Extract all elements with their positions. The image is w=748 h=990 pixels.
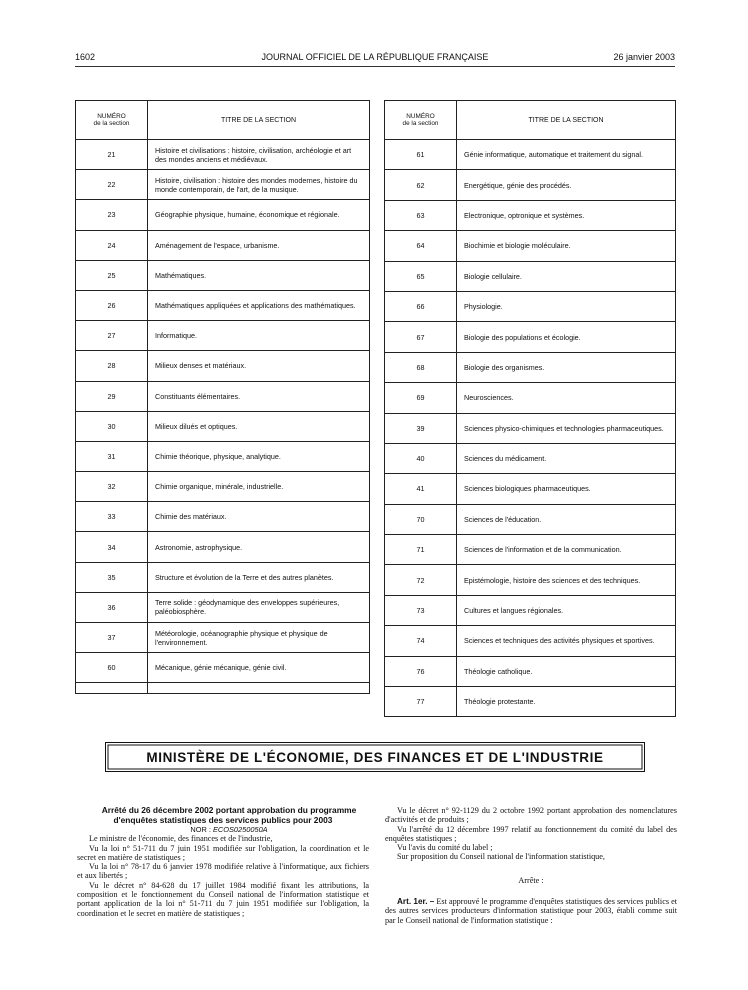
- section-number: 67: [385, 322, 457, 352]
- section-number: 41: [385, 474, 457, 504]
- table-row: [385, 656, 676, 686]
- section-title: Energétique, génie des procédés.: [457, 170, 676, 200]
- section-title: Chimie des matériaux.: [148, 502, 370, 532]
- section-number: 23: [76, 200, 148, 230]
- section-title: Sciences biologiques pharmaceutiques.: [457, 474, 676, 504]
- table-row: [385, 322, 676, 352]
- table-row: [76, 230, 370, 260]
- section-number: 29: [76, 381, 148, 411]
- table-row: [385, 443, 676, 473]
- section-number: 65: [385, 261, 457, 291]
- table-row: [76, 623, 370, 653]
- table-row: [76, 441, 370, 471]
- paragraph: Vu le décret n° 84-628 du 17 juillet 1984 modifié fixant les attributions, la composition et le fonctionnement du Conseil national de l'information statistique et portant application de la loi n° 51-711 du 7 juin 1951 modifiée sur l'obligation, la coordination et le secret en matière de statistiques ;: [77, 880, 369, 918]
- table-row: [385, 231, 676, 261]
- section-number: 33: [76, 502, 148, 532]
- article-1: [385, 897, 677, 925]
- section-number: 70: [385, 504, 457, 534]
- page-header: [75, 52, 675, 66]
- section-title: Milieux dilués et optiques.: [148, 411, 370, 441]
- table-row: [76, 411, 370, 441]
- numero-header-line1: NUMÉRO: [406, 113, 435, 120]
- section-number: 74: [385, 626, 457, 656]
- arrete-word: Arrête :: [518, 875, 544, 885]
- table-row: [385, 140, 676, 170]
- section-title: Aménagement de l'espace, urbanisme.: [148, 230, 370, 260]
- paragraph: Vu la loi n° 51-711 du 7 juin 1951 modifiée sur l'obligation, la coordination et le secret en matière de statistiques ;: [77, 843, 369, 862]
- table-row: [76, 653, 370, 683]
- section-title: Sciences physico-chimiques et technologies pharmaceutiques.: [457, 413, 676, 443]
- table-row: [76, 290, 370, 320]
- section-title: Chimie organique, minérale, industrielle.: [148, 472, 370, 502]
- section-title: Electronique, optronique et systèmes.: [457, 200, 676, 230]
- table-row: [385, 504, 676, 534]
- section-title: Biologie cellulaire.: [457, 261, 676, 291]
- section-title: Sciences de l'éducation.: [457, 504, 676, 534]
- section-title: Histoire, civilisation : histoire des mondes modernes, histoire du monde contemporain, de l'art, de la musique.: [148, 170, 370, 200]
- table-row: [76, 532, 370, 562]
- journal-title: JOURNAL OFFICIEL DE LA RÉPUBLIQUE FRANÇAISE: [261, 52, 489, 62]
- section-number: 36: [76, 592, 148, 622]
- nor-label: NOR :: [190, 825, 211, 834]
- paragraph: Vu le décret n° 92-1129 du 2 octobre 1992 portant approbation des nomenclatures d'activités et de produits ;: [385, 806, 677, 825]
- section-number: 28: [76, 351, 148, 381]
- table-row: [385, 595, 676, 625]
- section-number: 63: [385, 200, 457, 230]
- section-number: 27: [76, 321, 148, 351]
- section-title: Sciences et techniques des activités physiques et sportives.: [457, 626, 676, 656]
- section-number: 24: [76, 230, 148, 260]
- section-title: Théologie catholique.: [457, 656, 676, 686]
- table-row: [76, 592, 370, 622]
- section-number: 66: [385, 291, 457, 321]
- table-row: [76, 200, 370, 230]
- paragraph: Vu l'avis du comité du label ;: [397, 843, 493, 853]
- table-end-padding: [76, 683, 370, 694]
- section-title: Météorologie, océanographie physique et physique de l'environnement.: [148, 623, 370, 653]
- ministry-banner: [105, 742, 645, 772]
- header-rule: [75, 66, 675, 67]
- sections-table-right: [384, 100, 676, 717]
- section-number: 76: [385, 656, 457, 686]
- section-title: Théologie protestante.: [457, 687, 676, 717]
- ministry-title: MINISTÈRE DE L'ÉCONOMIE, DES FINANCES ET DE L'INDUSTRIE: [146, 749, 604, 765]
- section-number: 25: [76, 260, 148, 290]
- section-title: Histoire et civilisations : histoire, civilisation, archéologie et art des mondes anciens et médiévaux.: [148, 140, 370, 170]
- nor-reference: [77, 825, 369, 834]
- numero-column-header: [76, 101, 148, 140]
- pad-cell: [148, 683, 370, 694]
- section-number: 71: [385, 535, 457, 565]
- table-row: [76, 321, 370, 351]
- section-title: Géographie physique, humaine, économique et régionale.: [148, 200, 370, 230]
- table-row: [76, 170, 370, 200]
- table-row: [385, 170, 676, 200]
- table-row: [76, 140, 370, 170]
- table-row: [76, 351, 370, 381]
- table-row: [385, 474, 676, 504]
- section-number: 64: [385, 231, 457, 261]
- section-number: 37: [76, 623, 148, 653]
- sections-table-left: [75, 100, 370, 694]
- paragraph: Le ministre de l'économie, des finances et de l'industrie,: [89, 834, 273, 844]
- section-number: 35: [76, 562, 148, 592]
- section-number: 73: [385, 595, 457, 625]
- table-row: [385, 535, 676, 565]
- table-row: [385, 200, 676, 230]
- section-title: Terre solide : géodynamique des enveloppes supérieures, paléobiosphère.: [148, 592, 370, 622]
- table-row: [385, 291, 676, 321]
- section-title: Biologie des populations et écologie.: [457, 322, 676, 352]
- section-number: 60: [76, 653, 148, 683]
- section-title: Sciences de l'information et de la communication.: [457, 535, 676, 565]
- titre-column-header: TITRE DE LA SECTION: [457, 101, 676, 140]
- section-title: Epistémologie, histoire des sciences et des techniques.: [457, 565, 676, 595]
- section-title: Génie informatique, automatique et traitement du signal.: [457, 140, 676, 170]
- section-number: 39: [385, 413, 457, 443]
- section-number: 34: [76, 532, 148, 562]
- section-number: 62: [385, 170, 457, 200]
- table-row: [385, 687, 676, 717]
- section-title: Mathématiques appliquées et applications des mathématiques.: [148, 290, 370, 320]
- section-title: Physiologie.: [457, 291, 676, 321]
- section-title: Mécanique, génie mécanique, génie civil.: [148, 653, 370, 683]
- table-row: [385, 626, 676, 656]
- table-row: [385, 413, 676, 443]
- section-number: 30: [76, 411, 148, 441]
- section-number: 77: [385, 687, 457, 717]
- section-title: Biologie des organismes.: [457, 352, 676, 382]
- table-row: [76, 260, 370, 290]
- paragraph: Sur proposition du Conseil national de l'information statistique,: [397, 852, 605, 862]
- section-title: Constituants élémentaires.: [148, 381, 370, 411]
- section-number: 21: [76, 140, 148, 170]
- arrete-title: Arrêté du 26 décembre 2002 portant approbation du programme d'enquêtes statistiques des services publics pour 2003: [101, 805, 357, 825]
- table-row: [76, 502, 370, 532]
- section-title: Sciences du médicament.: [457, 443, 676, 473]
- numero-header-line2: de la section: [93, 120, 130, 127]
- section-title: Milieux denses et matériaux.: [148, 351, 370, 381]
- page-number: 1602: [75, 52, 96, 62]
- section-number: 40: [385, 443, 457, 473]
- section-title: Mathématiques.: [148, 260, 370, 290]
- numero-header-line2: de la section: [402, 120, 439, 127]
- text-column-left: [77, 806, 369, 918]
- section-title: Cultures et langues régionales.: [457, 595, 676, 625]
- section-number: 31: [76, 441, 148, 471]
- paragraph: Vu la loi n° 78-17 du 6 janvier 1978 modifiée relative à l'informatique, aux fichiers et aux libertés ;: [77, 862, 369, 881]
- section-title: Structure et évolution de la Terre et des autres planètes.: [148, 562, 370, 592]
- section-number: 26: [76, 290, 148, 320]
- section-title: Biochimie et biologie moléculaire.: [457, 231, 676, 261]
- table-row: [385, 352, 676, 382]
- section-title: Chimie théorique, physique, analytique.: [148, 441, 370, 471]
- section-number: 68: [385, 352, 457, 382]
- section-number: 72: [385, 565, 457, 595]
- text-column-right: [385, 806, 677, 925]
- pad-cell: [76, 683, 148, 694]
- table-header-row: [385, 101, 676, 140]
- table-row: [76, 381, 370, 411]
- section-number: 22: [76, 170, 148, 200]
- section-number: 32: [76, 472, 148, 502]
- issue-date: 26 janvier 2003: [613, 52, 675, 62]
- table-row: [385, 565, 676, 595]
- table-header-row: [76, 101, 370, 140]
- section-title: Informatique.: [148, 321, 370, 351]
- article-label: Art. 1er. –: [397, 897, 435, 907]
- titre-column-header: TITRE DE LA SECTION: [148, 101, 370, 140]
- section-title: Astronomie, astrophysique.: [148, 532, 370, 562]
- section-number: 69: [385, 383, 457, 413]
- table-row: [76, 472, 370, 502]
- table-row: [385, 261, 676, 291]
- table-row: [76, 562, 370, 592]
- table-row: [385, 383, 676, 413]
- numero-header-line1: NUMÉRO: [97, 113, 126, 120]
- section-title: Neurosciences.: [457, 383, 676, 413]
- nor-code: ECOS0250050A: [212, 825, 268, 834]
- numero-column-header: [385, 101, 457, 140]
- section-number: 61: [385, 140, 457, 170]
- paragraph: Vu l'arrêté du 12 décembre 1997 relatif au fonctionnement du comité du label des enquêtes statistiques ;: [385, 824, 677, 843]
- article-text: Est approuvé le programme d'enquêtes statistiques des services publics et des autres services producteurs d'information statistique pour 2003, établi comme suit par le Conseil national de l'information statistique :: [385, 897, 677, 925]
